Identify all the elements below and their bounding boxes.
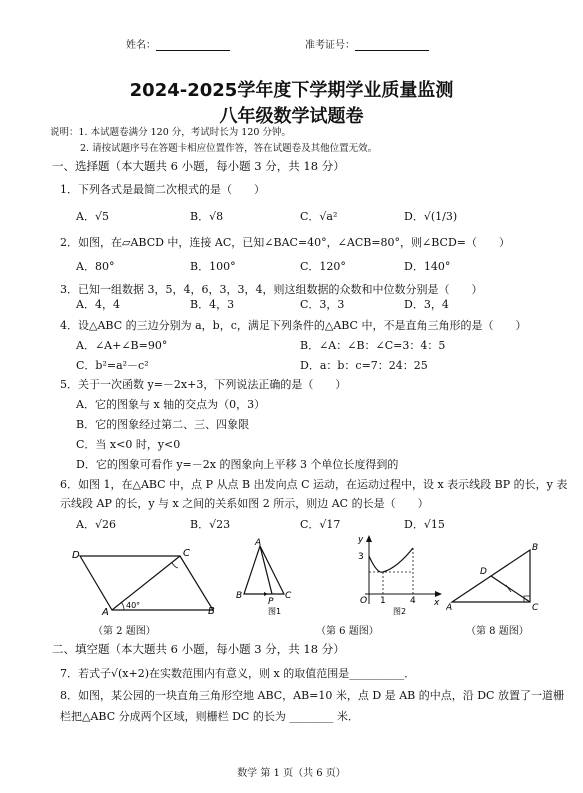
label-b: B [236,591,243,601]
y-axis-arrow [366,535,372,542]
figure-q2-parallelogram [68,542,233,617]
segment-ap [260,546,272,594]
label-b: B [208,606,215,617]
q1-option-b: B．√8 [190,210,224,223]
q2-option-b: B．100° [190,260,236,273]
label-y: y [358,535,364,545]
figure-q8-caption: （第 8 题图） [466,626,529,637]
header-name-field [126,36,230,51]
exam-no-blank [355,50,429,51]
graph-curve [369,548,413,572]
name-blank [156,50,230,51]
label-c: C [285,591,292,601]
q2-option-a: A．80° [76,260,115,273]
label-a: A [446,603,453,612]
label-four: 4 [410,596,416,606]
q4-option-b: B．∠A：∠B：∠C=3：4：5 [300,339,446,352]
label-d: D [72,550,80,561]
section-2-heading: 二、填空题（本大题共 6 小题，每小题 3 分，共 18 分） [52,642,345,656]
q5-stem: 5．关于一次函数 y=－2x+3，下列说法正确的是（ ） [60,378,347,391]
q3-option-a: A．4，4 [76,298,120,311]
figure-name: 图1 [268,607,282,616]
note-line-1: 说明：1. 本试题卷满分 120 分，考试时长为 120 分钟。 [50,127,291,138]
q3-option-d: D．3，4 [404,298,449,311]
q1-option-a: A．√5 [76,210,109,223]
q3-stem: 3．已知一组数据 3，5，4，6，3，3，4，则这组数据的众数和中位数分别是（ ） [60,283,483,296]
q1-stem: 1．下列各式是最简二次根式的是（ ） [60,183,265,196]
page-footer: 数学 第 1 页（共 6 页） [237,768,346,779]
label-b: B [532,543,539,553]
page-subtitle: 八年级数学试题卷 [219,106,364,127]
diagonal-ac [112,556,180,610]
section-1-heading: 一、选择题（本大题共 6 小题，每小题 3 分，共 18 分） [52,159,345,173]
q6-option-c: C．√17 [300,518,341,531]
q3-option-b: B．4，3 [190,298,235,311]
q5-option-a: A．它的图象与 x 轴的交点为（0，3） [76,398,266,411]
q6-option-a: A．√26 [76,518,116,531]
label-one: 1 [380,596,386,606]
q3-option-c: C．3，3 [300,298,345,311]
page-title: 2024-2025学年度下学期学业质量监测 [129,80,454,101]
label-a: A [102,607,109,617]
q7-stem: 7．若式子√(x+2)在实数范围内有意义，则 x 的取值范围是__________． [60,667,416,680]
label-c: C [183,548,190,559]
label-d: D [480,567,487,577]
x-axis-arrow [435,591,442,597]
q4-option-d: D．a：b：c=7：24：25 [300,359,428,372]
q5-option-b: B．它的图象经过第二、三、四象限 [76,418,250,431]
triangle-abc [244,546,284,594]
figure-q6-triangle [236,536,306,620]
figure-q2-caption: （第 2 题图） [93,626,156,637]
label-c: C [532,603,539,612]
q8-stem-line-1: 8．如图，某公园的一块直角三角形空地 ABC，AB=10 米，点 D 是 AB 的中点，沿 DC 放置了一道栅 [60,689,564,702]
fence-dc [491,576,530,602]
name-label: 姓名： [126,40,156,51]
q2-option-d: D．140° [404,260,451,273]
figure-q8-triangle [446,540,546,612]
figure-q6-caption: （第 6 题图） [316,626,379,637]
label-three: 3 [358,552,364,562]
note-line-2: 2. 请按试题序号在答题卡相应位置作答，答在试题卷及其他位置无效。 [80,143,378,154]
q5-option-d: D．它的图象可看作 y=－2x 的图象向上平移 3 个单位长度得到的 [76,458,399,471]
figure-name: 图2 [393,607,407,616]
q4-stem: 4．设△ABC 的三边分别为 a，b，c，满足下列条件的△ABC 中，不是直角三角形的是（ ） [60,319,527,332]
q5-option-c: C．当 x<0 时，y<0 [76,438,181,451]
label-a: A [255,538,262,548]
q4-option-c: C．b²=a²－c² [76,359,149,372]
motion-arrowhead [264,592,268,596]
angle-label: 40° [126,601,141,610]
q1-option-c: C．√a² [300,210,338,223]
q1-option-d: D．√(1/3) [404,210,458,223]
q6-option-b: B．√23 [190,518,231,531]
q8-stem-line-2: 栏把△ABC 分成两个区域，则栅栏 DC 的长为 ________ 米． [60,710,359,723]
header-exam-no-field [305,36,429,51]
figure-q6-graph [355,532,443,618]
q4-option-a: A．∠A+∠B=90° [76,339,168,352]
q2-stem: 2．如图，在▱ABCD 中，连接 AC，已知∠BAC=40°，∠ACB=80°，则∠BCD=（ ） [60,236,510,249]
label-o: O [360,596,368,606]
q6-option-d: D．√15 [404,518,445,531]
label-p: P [268,597,274,607]
q6-stem-line-1: 6．如图 1，在△ABC 中，点 P 从点 B 出发向点 C 运动，在运动过程中，设 x 表示线段 BP 的长，y 表 [60,478,568,491]
exam-no-label: 准考证号： [305,40,355,51]
label-x: x [434,598,440,608]
q6-stem-line-2: 示线段 AP 的长，y 与 x 之间的关系如图 2 所示，则边 AC 的长是（ ） [60,497,429,510]
angle-acb-arc [172,562,178,568]
q2-option-c: C．120° [300,260,346,273]
